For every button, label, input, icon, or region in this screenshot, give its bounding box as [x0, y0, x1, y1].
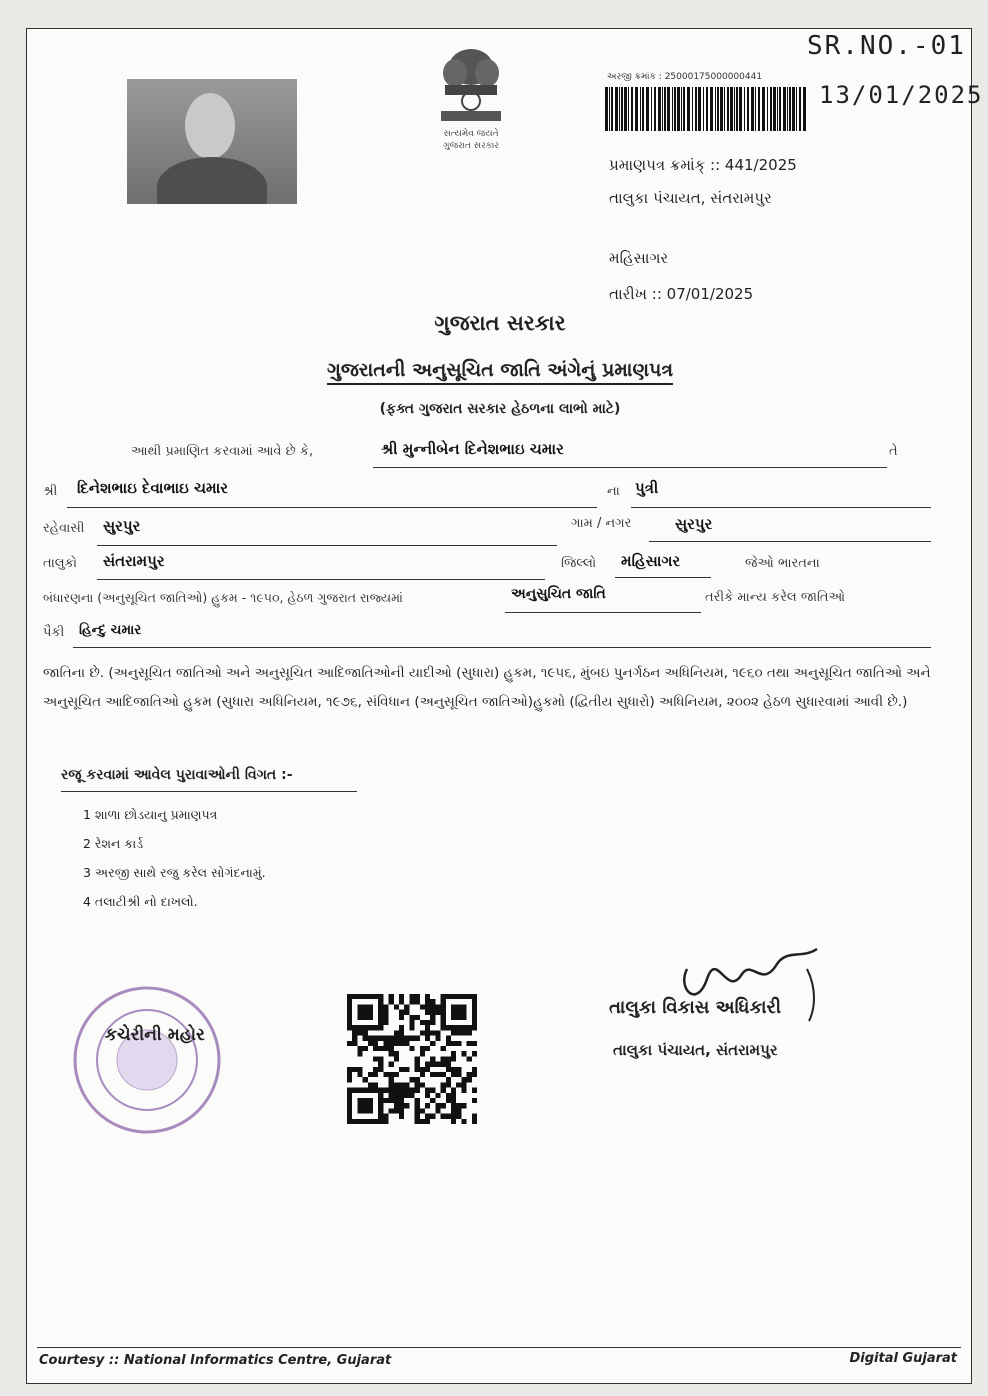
- resident-label: રહેવાસી: [43, 521, 85, 536]
- relation-line: [631, 507, 931, 508]
- taluka-value: સંતરામપુર: [103, 552, 165, 570]
- certify-label: આથી પ્રમાણિત કરવામાં આવે છે કે,: [131, 444, 314, 459]
- applicant-photo: [127, 79, 297, 204]
- documents-title-line: [61, 791, 357, 792]
- district-line: [615, 577, 711, 578]
- category-value: અનુસુચિત જાતિ: [511, 586, 606, 602]
- issue-date-label: તારીખ ::: [609, 285, 662, 303]
- certificate-title-text: ગુજરાતની અનુસૂચિત જાતિ અંગેનું પ્રમાણપત્ર: [327, 359, 673, 385]
- relation: પુત્રી: [635, 479, 659, 497]
- footer-brand: Digital Gujarat: [849, 1351, 957, 1366]
- village-line: [649, 541, 931, 542]
- issuing-district: મહિસાગર: [609, 249, 669, 267]
- emblem-motto: સત્યમેવ જયતે: [443, 129, 499, 139]
- issue-date-row: [609, 285, 753, 303]
- father-name-line: [67, 507, 597, 508]
- village-value: સુરપુર: [675, 515, 713, 533]
- applicant-name: શ્રી મુન્નીબેન દિનેશભાઇ ચમાર: [381, 440, 564, 458]
- application-number-label: અરજી ક્રમાંક : 25000175000000441: [607, 72, 763, 82]
- document-item: 3 અરજી સાથે રજુ કરેલ સોગંદનામું.: [83, 865, 266, 880]
- legal-paragraph: જાતિના છે. (અનુસૂચિત જાતિઓ અને અનુસૂચિત આદિજાતિઓની યાદીઓ (સુધારા) હુકમ, ૧૯૫૬, મુંબઇ પુનર્ગઠન અધિનિયમ, ૧૯૬૦ તથા અનુસૂચિત જાતિઓ અને અનુસૂચિત આદિજાતિઓ હુકમ (સુધારા અધિનિયમ, ૧૯૭૬, સંવિધાન (અનુસૂચિત જાતિઓ)હુકમો (દ્વિતીય સુધારો) અધિનિયમ, ૨૦૦૨ હેઠળ સુધારવામાં આવી છે.): [43, 665, 931, 710]
- signatory-office: તાલુકા પંચાયત, સંતરામપુર: [613, 1041, 778, 1059]
- na-label: ના: [607, 484, 620, 499]
- certificate-subtitle: (ફક્ત ગુજરાત સરકાર હેઠળના લાભો માટે): [379, 401, 621, 417]
- certificate-number-label: પ્રમાણપત્ર ક્રમાંક્ ::: [609, 156, 721, 174]
- resident-line: [97, 545, 557, 546]
- issuing-office: તાલુકા પંચાયત, સંતરામપુર: [609, 189, 772, 207]
- document-item: 4 તલાટીશ્રી નો દાખલો.: [83, 894, 198, 909]
- caste-line: [73, 647, 931, 648]
- state-emblem: [425, 45, 517, 155]
- document-item: 2 રેશન કાર્ડ: [83, 836, 144, 851]
- category-line: [505, 612, 701, 613]
- certificate-number-row: [609, 156, 797, 174]
- barcode: [605, 87, 809, 131]
- taluka-line: [97, 579, 545, 580]
- district-label: જિલ્લો: [561, 556, 597, 571]
- handwritten-date: 13/01/2025: [819, 81, 984, 109]
- government-heading: ગુજરાત સરકાર: [434, 311, 566, 335]
- documents-title: રજૂ કરવામાં આવેલ પુરાવાઓની વિગત :-: [61, 767, 293, 783]
- signatory-title: તાલુકા વિકાસ અધિકારી: [609, 997, 782, 1018]
- applicant-name-line: [373, 467, 887, 468]
- father-name: દિનેશભાઇ દેવાભાઇ ચમાર: [77, 479, 229, 497]
- photo-body: [157, 157, 267, 204]
- emblem-gov: ગુજરાત સરકાર: [443, 141, 499, 151]
- certificate-number: 441/2025: [724, 156, 797, 174]
- who-label: જેઓ ભારતના: [745, 556, 820, 571]
- footer-divider: [37, 1347, 961, 1348]
- caste-value: હિન્દુ ચમાર: [79, 622, 142, 638]
- office-seal: [71, 984, 223, 1136]
- shri-label: શ્રી: [43, 484, 58, 499]
- village-label: ગામ / નગર: [571, 516, 632, 531]
- taluka-label: તાલુકો: [43, 556, 78, 571]
- te-label: તે: [889, 444, 898, 459]
- handwritten-sr-no: SR.NO.-01: [807, 31, 966, 61]
- photo-face: [185, 93, 235, 159]
- certificate-sheet: [26, 28, 984, 1384]
- qr-code: [347, 994, 477, 1124]
- footer-courtesy: Courtesy :: National Informatics Centre, Gujarat: [39, 1353, 392, 1368]
- lion-capital-icon: [425, 45, 517, 127]
- recognized-label: તરીકે માન્ય કરેલ જાતિઓ: [705, 590, 846, 605]
- paiki-label: પૈકી: [43, 625, 65, 640]
- seal-label: કચેરીની મહોર: [105, 1025, 205, 1045]
- issue-date: 07/01/2025: [666, 285, 754, 303]
- order-label: બંધારણના (અનુસૂચિત જાતિઓ) હુકમ - ૧૯૫૦, હેઠળ ગુજરાત રાજ્યમાં: [43, 590, 403, 605]
- document-item: 1 શાળા છોડયાનુ પ્રમાણપત્ર: [83, 807, 218, 822]
- certificate-title: [27, 359, 973, 381]
- resident-value: સુરપુર: [103, 517, 141, 535]
- district-value: મહિસાગર: [621, 552, 681, 570]
